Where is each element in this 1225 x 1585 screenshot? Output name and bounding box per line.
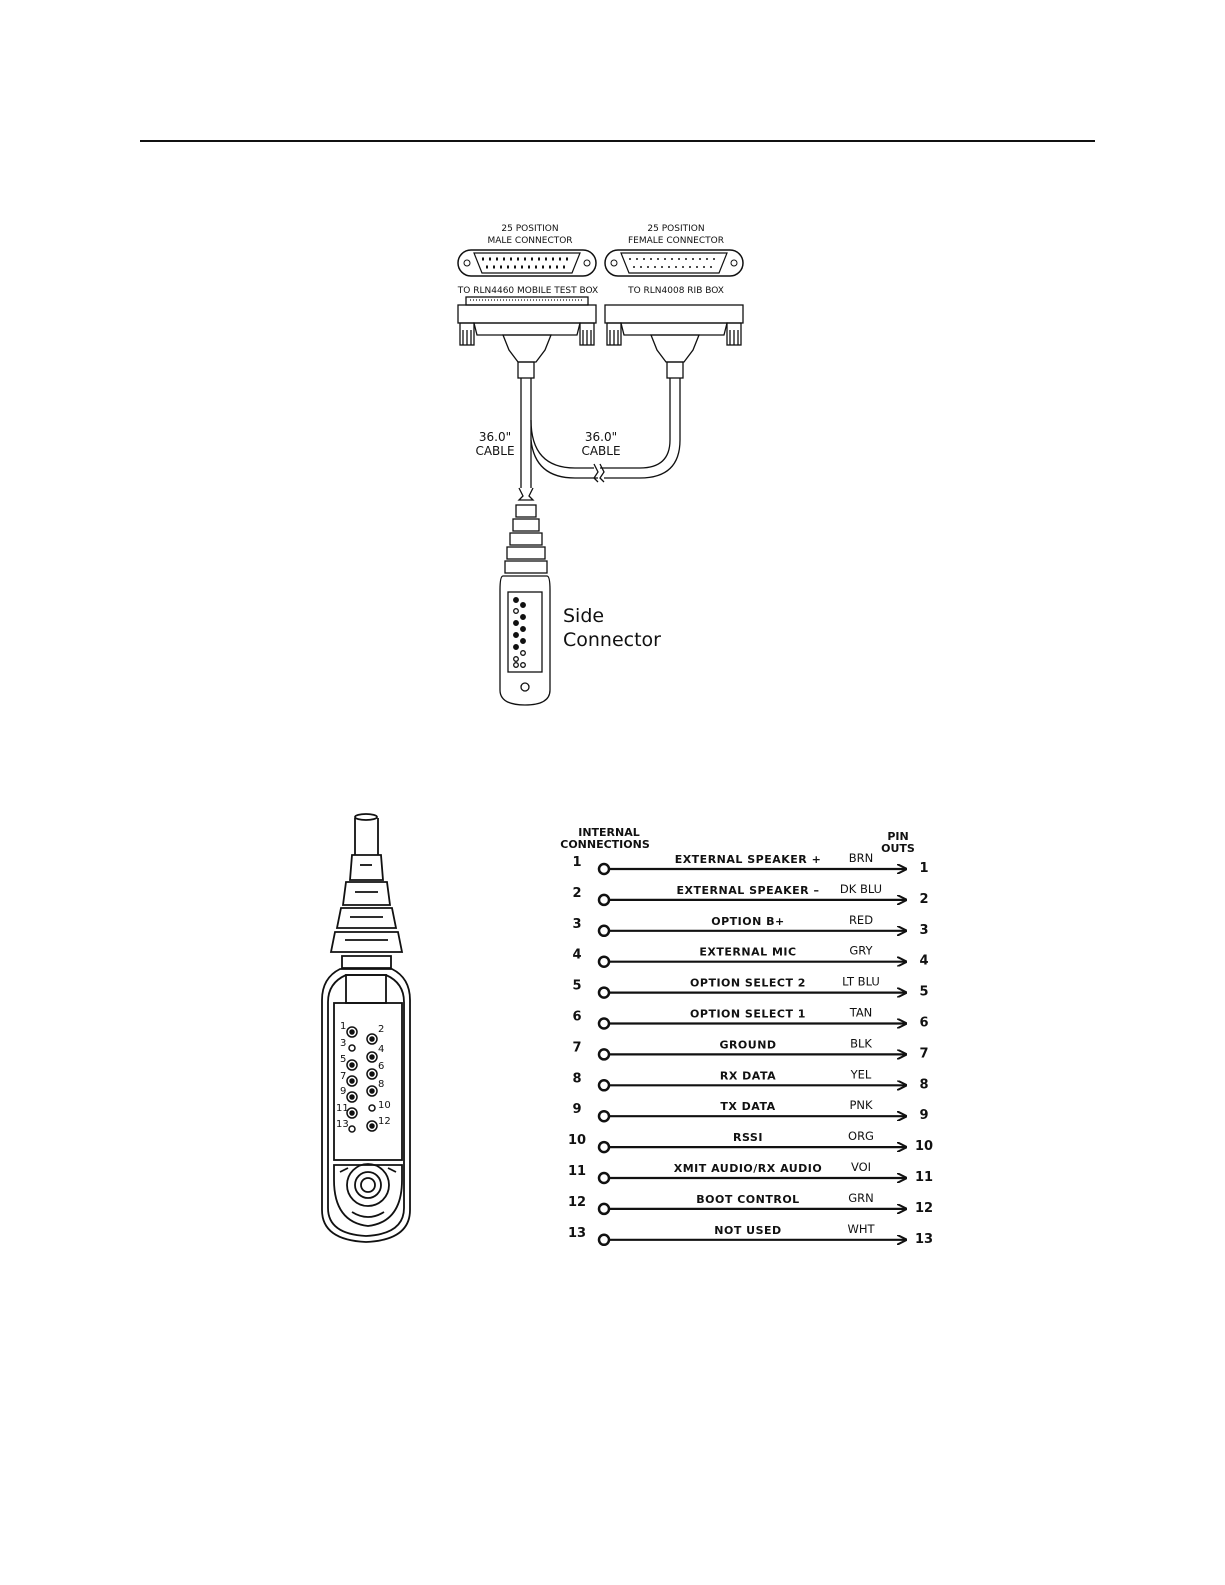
pin-9	[347, 1092, 357, 1102]
pin-out-number: 9	[919, 1108, 929, 1124]
pin-13	[349, 1126, 355, 1132]
header-pinouts-line2: OUTS	[881, 842, 915, 855]
wiring-row	[568, 1160, 933, 1185]
terminal-circle	[599, 926, 609, 936]
female-connector-side-view	[531, 305, 743, 482]
male-destination-label: TO RLN4460 MOBILE TEST BOX	[457, 286, 599, 296]
cable-length-left-line1: 36.0"	[478, 430, 512, 444]
pin-label-12: 12	[378, 1116, 391, 1127]
internal-number: 5	[572, 978, 582, 994]
pin-label-1: 1	[340, 1021, 347, 1032]
pin-contacts	[347, 1027, 377, 1132]
side-connector-label-line2: Connector	[563, 629, 661, 651]
side-connector-pin-view	[322, 814, 410, 1242]
pin-label-5: 5	[340, 1054, 347, 1065]
pin-1	[347, 1027, 357, 1037]
wire-color: GRN	[848, 1190, 874, 1205]
wire-color: WHT	[847, 1221, 875, 1236]
pin-out-number: 10	[914, 1139, 934, 1155]
internal-number: 7	[572, 1040, 582, 1056]
signal-name: EXTERNAL SPEAKER –	[676, 883, 820, 897]
pin-4	[367, 1052, 377, 1062]
pin-out-number: 12	[914, 1200, 934, 1216]
pin-number-labels	[336, 1021, 391, 1130]
wiring-row	[568, 1191, 933, 1216]
pin-7	[347, 1076, 357, 1086]
wiring-row	[572, 975, 928, 1000]
wire-color: LT BLU	[842, 974, 880, 989]
pin-out-number: 13	[914, 1231, 934, 1247]
signal-name: BOOT CONTROL	[696, 1192, 800, 1206]
female-connector-label-line2: FEMALE CONNECTOR	[628, 236, 724, 246]
side-connector-small	[500, 488, 550, 705]
wire-color: BRN	[848, 851, 874, 865]
pin-out-number: 6	[919, 1015, 929, 1031]
side-connector-label-line1: Side	[563, 605, 605, 627]
internal-number: 13	[567, 1225, 587, 1241]
female-destination-label: TO RLN4008 RIB BOX	[628, 286, 724, 296]
wiring-row	[572, 882, 928, 907]
terminal-circle	[599, 1049, 609, 1059]
internal-number: 4	[572, 947, 582, 963]
cable-length-right-line2: CABLE	[581, 444, 621, 458]
signal-name: TX DATA	[720, 1100, 776, 1114]
male-db25-connector-face	[458, 250, 596, 276]
wiring-row	[572, 1036, 928, 1061]
signal-name: EXTERNAL SPEAKER +	[674, 853, 822, 866]
signal-name: GROUND	[719, 1038, 777, 1052]
terminal-circle	[599, 1080, 609, 1090]
cable-length-right-line1: 36.0"	[584, 430, 618, 444]
internal-number: 8	[572, 1071, 582, 1087]
wire-color: BLK	[850, 1036, 872, 1051]
terminal-circle	[599, 957, 609, 967]
internal-number: 10	[567, 1133, 587, 1149]
terminal-circle	[599, 1111, 609, 1121]
signal-name: XMIT AUDIO/RX AUDIO	[673, 1162, 823, 1175]
pin-5	[347, 1060, 357, 1070]
pin-out-number: 7	[919, 1046, 929, 1062]
pin-out-number: 2	[919, 891, 929, 907]
pin-label-7: 7	[340, 1071, 347, 1082]
pin-label-8: 8	[378, 1079, 385, 1090]
terminal-circle	[599, 1235, 609, 1245]
internal-number: 9	[572, 1102, 582, 1118]
wiring-row	[572, 1098, 928, 1123]
pin-out-number: 3	[919, 922, 929, 938]
signal-name: OPTION B+	[711, 914, 785, 928]
wiring-row	[572, 944, 928, 969]
signal-name: RX DATA	[719, 1069, 777, 1083]
pin-label-3: 3	[340, 1038, 347, 1049]
pin-out-number: 8	[919, 1077, 929, 1093]
internal-number: 12	[567, 1194, 587, 1210]
female-db25-connector-face	[605, 250, 743, 276]
pin-12	[367, 1121, 377, 1131]
signal-name: OPTION SELECT 1	[690, 1007, 806, 1021]
wire-color: ORG	[848, 1129, 874, 1144]
pin-8	[367, 1086, 377, 1096]
wire-color: PNK	[849, 1098, 873, 1113]
terminal-circle	[599, 895, 609, 905]
header-pinouts-line1: PIN	[887, 830, 909, 843]
internal-number: 1	[572, 855, 582, 870]
signal-name: OPTION SELECT 2	[690, 976, 806, 990]
wire-color: DK BLU	[839, 881, 883, 896]
wiring-row	[572, 1067, 928, 1092]
signal-name: NOT USED	[714, 1223, 782, 1237]
terminal-circle	[599, 1019, 609, 1029]
internal-number: 2	[572, 885, 582, 901]
pin-out-number: 11	[914, 1170, 934, 1185]
cable-assembly-diagram	[457, 224, 743, 705]
terminal-circle	[599, 988, 609, 998]
pin-out-number: 1	[919, 861, 929, 876]
pin-label-9: 9	[340, 1086, 347, 1097]
pin-2	[367, 1034, 377, 1044]
pin-6	[367, 1069, 377, 1079]
cable-length-left-line2: CABLE	[475, 444, 515, 458]
pin-label-10: 10	[378, 1100, 391, 1111]
pin-10	[369, 1105, 375, 1111]
header-internal-line2: CONNECTIONS	[560, 838, 650, 851]
wiring-rows	[568, 851, 933, 1247]
terminal-circle	[599, 864, 609, 874]
internal-number: 3	[572, 916, 582, 932]
male-connector-label-line2: MALE CONNECTOR	[487, 236, 573, 246]
internal-number: 6	[572, 1009, 582, 1025]
wire-color: YEL	[850, 1067, 872, 1082]
wiring-table	[560, 826, 933, 1247]
internal-number: 11	[567, 1164, 587, 1179]
wire-color: GRY	[849, 943, 873, 958]
wiring-row	[572, 851, 928, 876]
terminal-circle	[599, 1173, 609, 1183]
wiring-row	[568, 1222, 933, 1247]
wiring-row	[568, 1129, 933, 1154]
pin-out-number: 5	[919, 984, 929, 1000]
wiring-row	[572, 913, 928, 938]
terminal-circle	[599, 1204, 609, 1214]
pin-label-2: 2	[378, 1024, 385, 1035]
signal-name: RSSI	[733, 1131, 763, 1145]
pin-label-13: 13	[336, 1119, 349, 1130]
wire-color: VOI	[850, 1160, 872, 1174]
header-internal-line1: INTERNAL	[578, 826, 640, 839]
male-connector-side-view	[458, 297, 596, 488]
male-connector-label-line1: 25 POSITION	[501, 224, 559, 234]
terminal-circle	[599, 1142, 609, 1152]
pin-label-4: 4	[378, 1044, 385, 1055]
wiring-row	[572, 1006, 928, 1031]
pin-3	[349, 1045, 355, 1051]
wire-color: TAN	[849, 1005, 873, 1020]
wire-color: RED	[848, 912, 874, 927]
pin-out-number: 4	[919, 953, 929, 969]
signal-name: EXTERNAL MIC	[699, 945, 797, 959]
female-connector-label-line1: 25 POSITION	[647, 224, 705, 234]
pin-label-11: 11	[336, 1103, 349, 1114]
pin-label-6: 6	[378, 1061, 385, 1072]
